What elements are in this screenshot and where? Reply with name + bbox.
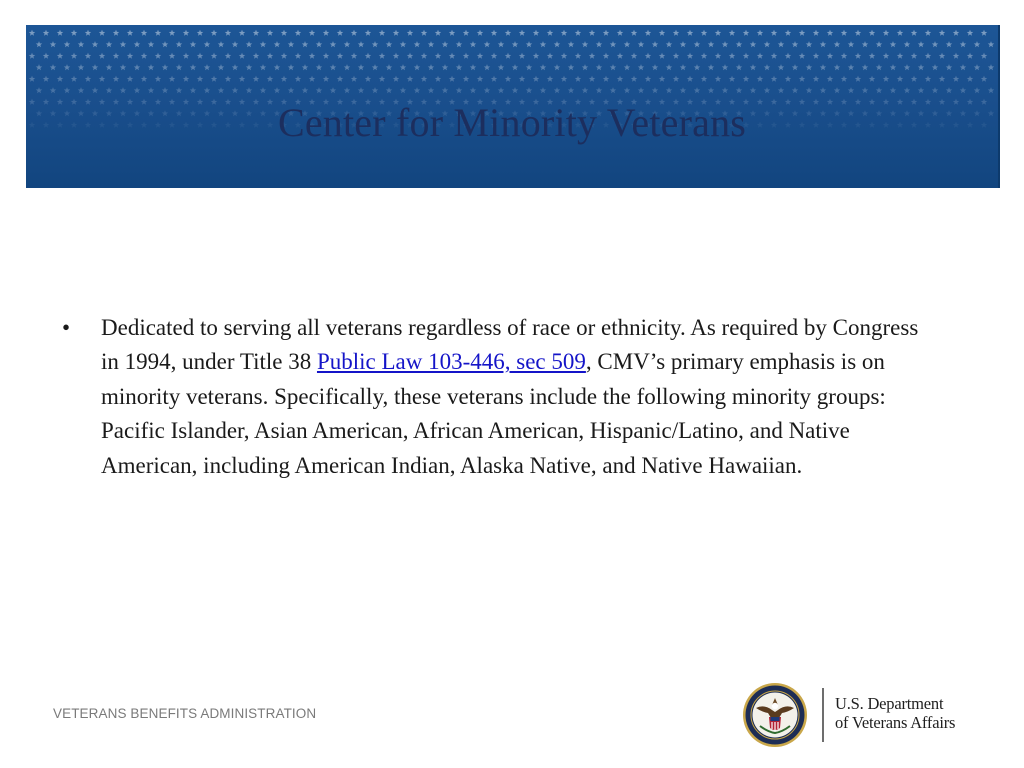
- va-wordmark-line-1: U.S. Department: [835, 694, 944, 713]
- title-banner: [26, 25, 998, 188]
- bullet-item: [62, 311, 922, 483]
- public-law-link[interactable]: Public Law 103-446, sec 509: [316, 349, 586, 375]
- va-logo: [742, 682, 992, 748]
- bullet-dot-icon: •: [62, 315, 71, 340]
- va-wordmark-line-2: of Veterans Affairs: [835, 713, 956, 732]
- bullet-text: [101, 311, 922, 483]
- slide-body: [62, 311, 922, 483]
- logo-divider: [822, 688, 824, 742]
- slide-title: Center for Minority Veterans: [277, 100, 747, 145]
- bullet-text-part-1: Dedicated to serving all veterans regardless of race or ethnicity. As required by Congress in 1994, under Title 38: [101, 315, 919, 375]
- bullet-text-part-2: , CMV’s primary emphasis is on minority veterans. Specifically, these veterans include the following minority groups: Pacific Islander, Asian American, African American, Hispanic/Latino, and Native American, including American Indian, Alaska Native, and Native Hawaiian.: [101, 349, 886, 478]
- va-seal-icon: [742, 682, 808, 748]
- footer-label: VETERANS BENEFITS ADMINISTRATION: [53, 706, 317, 721]
- va-wordmark: [835, 694, 955, 732]
